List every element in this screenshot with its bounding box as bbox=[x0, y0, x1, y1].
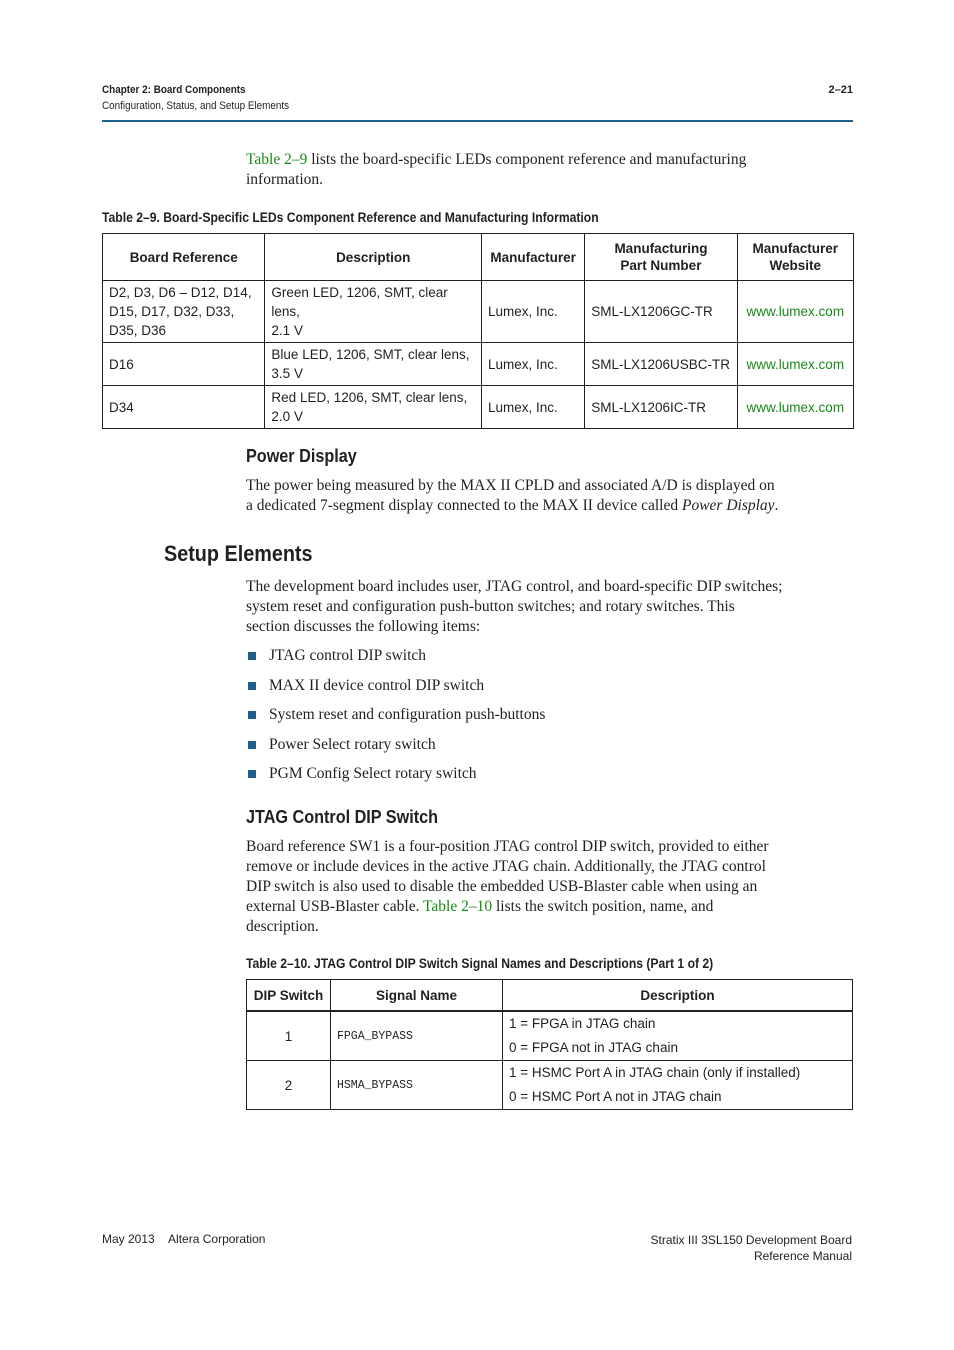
table-row bbox=[103, 343, 854, 386]
website-link[interactable]: www.lumex.com bbox=[746, 356, 845, 372]
page-number: 2–21 bbox=[828, 84, 853, 96]
website-link[interactable]: www.lumex.com bbox=[746, 304, 845, 319]
board-ref-line: D35, D36 bbox=[109, 323, 167, 338]
description-line: Green LED, 1206, SMT, clear lens, bbox=[271, 285, 448, 319]
description-line: 1 = HSMC Port A in JTAG chain (only if installed) bbox=[509, 1065, 801, 1080]
description-line: Red LED, 1206, SMT, clear lens, bbox=[271, 390, 468, 405]
col-website bbox=[737, 234, 853, 281]
setup-line: system reset and configuration push-button switches; and rotary switches. This bbox=[246, 598, 735, 615]
jtag-line: lists the switch position, name, and bbox=[492, 898, 714, 915]
description-line: 2.1 V bbox=[271, 323, 303, 338]
power-display-emphasis: Power Display bbox=[681, 497, 775, 514]
website-cell bbox=[737, 386, 853, 429]
list-item bbox=[246, 705, 846, 735]
part-number-cell: SML-LX1206USBC-TR bbox=[585, 343, 737, 386]
list-item-text: PGM Config Select rotary switch bbox=[269, 765, 477, 783]
intro-paragraph bbox=[246, 150, 856, 190]
manufacturer-cell: Lumex, Inc. bbox=[481, 281, 584, 343]
jtag-heading: JTAG Control DIP Switch bbox=[246, 807, 439, 827]
part-number-header: Manufacturing Part Number bbox=[614, 241, 708, 273]
leds-table bbox=[102, 233, 854, 429]
footer-company: Altera Corporation bbox=[168, 1232, 266, 1246]
setup-line: section discusses the following items: bbox=[246, 618, 481, 635]
description-line: 1 = FPGA in JTAG chain bbox=[509, 1016, 656, 1031]
list-item bbox=[246, 676, 846, 706]
table-row bbox=[247, 1011, 853, 1061]
square-bullet-icon bbox=[248, 741, 256, 749]
list-item-text: Power Select rotary switch bbox=[269, 735, 436, 753]
section-title: Configuration, Status, and Setup Elements bbox=[102, 100, 290, 112]
power-display-period: . bbox=[774, 497, 779, 514]
col-manufacturer: Manufacturer bbox=[481, 234, 584, 281]
description-line: 0 = HSMC Port A not in JTAG chain bbox=[509, 1089, 722, 1104]
board-ref-line: D2, D3, D6 – D12, D14, bbox=[109, 285, 252, 300]
part-number-cell: SML-LX1206IC-TR bbox=[585, 386, 737, 429]
list-item bbox=[246, 735, 846, 765]
jtag-line: description. bbox=[246, 918, 319, 935]
table-row bbox=[103, 386, 854, 429]
table-header-row bbox=[103, 234, 854, 281]
board-ref-cell bbox=[103, 281, 265, 343]
footer-doc-subtitle: Reference Manual bbox=[753, 1249, 852, 1263]
board-ref-cell: D16 bbox=[103, 343, 265, 386]
chapter-title: Chapter 2: Board Components bbox=[102, 84, 246, 96]
jtag-paragraph bbox=[246, 837, 856, 937]
footer-doc-title: Stratix III 3SL150 Development Board bbox=[650, 1233, 852, 1247]
description-cell bbox=[503, 1061, 853, 1110]
description-line: 3.5 V bbox=[271, 366, 303, 381]
list-item bbox=[246, 646, 846, 676]
list-item-text: System reset and configuration push-buttons bbox=[269, 706, 546, 724]
jtag-line: Board reference SW1 is a four-position JTAG control DIP switch, provided to either bbox=[246, 838, 769, 855]
header-divider bbox=[102, 120, 853, 122]
description-line: 2.0 V bbox=[271, 409, 303, 424]
dip-switch-cell: 1 bbox=[247, 1011, 331, 1061]
jtag-line: external USB-Blaster cable. bbox=[246, 898, 424, 915]
setup-bullet-list bbox=[246, 646, 846, 794]
col-board-reference: Board Reference bbox=[103, 234, 265, 281]
signal-name-cell: FPGA_BYPASS bbox=[331, 1011, 503, 1061]
intro-text-1: lists the board-specific LEDs component reference and manufacturing bbox=[307, 151, 747, 168]
list-item-text: JTAG control DIP switch bbox=[269, 647, 427, 664]
website-cell bbox=[737, 343, 853, 386]
col-description: Description bbox=[265, 234, 482, 281]
board-ref-line: D15, D17, D32, D33, bbox=[109, 304, 235, 319]
description-line: Blue LED, 1206, SMT, clear lens, bbox=[271, 347, 470, 362]
setup-line: The development board includes user, JTAG control, and board-specific DIP switches; bbox=[246, 578, 783, 595]
setup-paragraph bbox=[246, 577, 856, 637]
page-footer-left bbox=[102, 1232, 265, 1246]
col-description: Description bbox=[503, 980, 853, 1012]
square-bullet-icon bbox=[248, 682, 256, 690]
list-item-text: MAX II device control DIP switch bbox=[269, 676, 485, 694]
table-2-10-caption: Table 2–10. JTAG Control DIP Switch Signal Names and Descriptions (Part 1 of 2) bbox=[246, 956, 714, 971]
col-dip-switch: DIP Switch bbox=[247, 980, 331, 1012]
description-cell bbox=[265, 343, 482, 386]
power-display-line: The power being measured by the MAX II CPLD and associated A/D is displayed on bbox=[246, 477, 775, 494]
table-row bbox=[103, 281, 854, 343]
description-cell bbox=[265, 386, 482, 429]
square-bullet-icon bbox=[248, 711, 256, 719]
table-2-9-link[interactable]: Table 2–9 bbox=[246, 151, 308, 168]
table-header-row bbox=[247, 980, 853, 1012]
square-bullet-icon bbox=[248, 652, 256, 660]
website-header: Manufacturer Website bbox=[752, 241, 839, 273]
list-item bbox=[246, 764, 846, 794]
intro-text-2: information. bbox=[246, 171, 324, 188]
description-line: 0 = FPGA not in JTAG chain bbox=[509, 1040, 678, 1055]
col-signal-name: Signal Name bbox=[331, 980, 503, 1012]
col-part-number bbox=[585, 234, 737, 281]
table-2-10-link[interactable]: Table 2–10 bbox=[423, 898, 493, 915]
jtag-line: remove or include devices in the active JTAG chain. Additionally, the JTAG control bbox=[246, 858, 766, 875]
description-cell bbox=[503, 1011, 853, 1061]
table-row bbox=[247, 1061, 853, 1110]
jtag-line: DIP switch is also used to disable the embedded USB-Blaster cable when using an bbox=[246, 878, 758, 895]
signal-name-cell: HSMA_BYPASS bbox=[331, 1061, 503, 1110]
board-ref-cell: D34 bbox=[103, 386, 265, 429]
table-2-9-caption: Table 2–9. Board-Specific LEDs Component Reference and Manufacturing Information bbox=[102, 210, 599, 225]
power-display-heading: Power Display bbox=[246, 446, 357, 466]
square-bullet-icon bbox=[248, 770, 256, 778]
website-link[interactable]: www.lumex.com bbox=[746, 399, 845, 415]
power-display-line: a dedicated 7-segment display connected to the MAX II device called bbox=[246, 497, 682, 514]
power-display-paragraph bbox=[246, 476, 856, 516]
dip-switch-cell: 2 bbox=[247, 1061, 331, 1110]
jtag-dip-table bbox=[246, 979, 853, 1110]
page-footer-right bbox=[651, 1232, 852, 1264]
website-cell bbox=[737, 281, 853, 343]
setup-elements-heading: Setup Elements bbox=[164, 541, 313, 566]
footer-date: May 2013 bbox=[102, 1232, 155, 1246]
description-cell bbox=[265, 281, 482, 343]
part-number-cell: SML-LX1206GC-TR bbox=[585, 281, 737, 343]
manufacturer-cell: Lumex, Inc. bbox=[481, 386, 584, 429]
manufacturer-cell: Lumex, Inc. bbox=[481, 343, 584, 386]
